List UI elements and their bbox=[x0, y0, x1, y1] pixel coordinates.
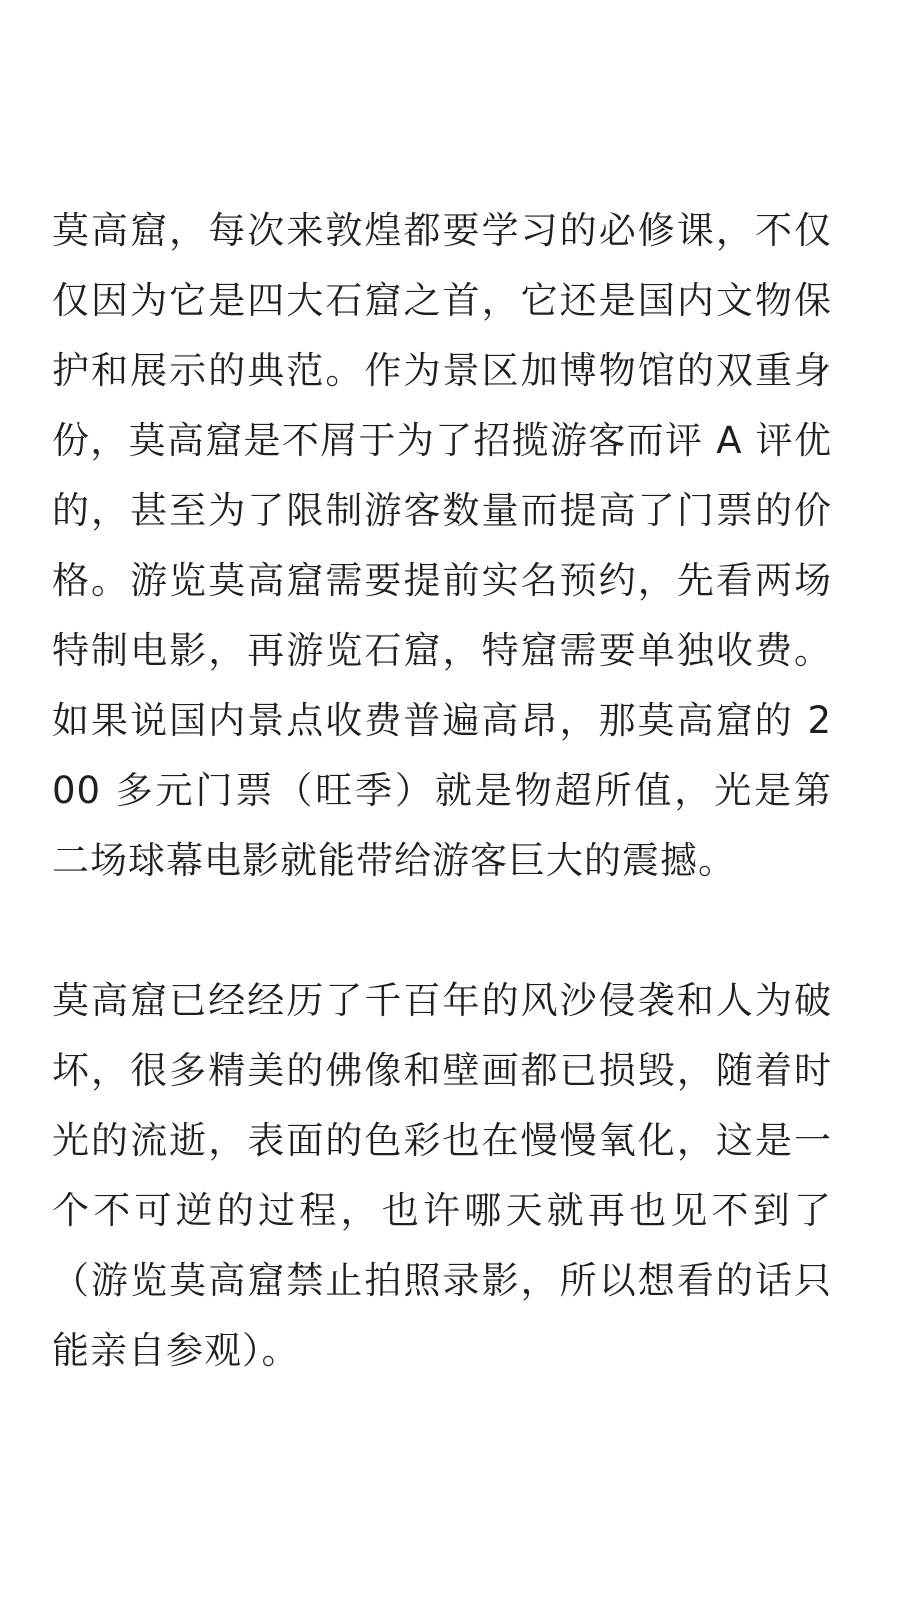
article-body bbox=[52, 196, 832, 1386]
paragraph-mogao-intro: 莫高窟，每次来敦煌都要学习的必修课，不仅仅因为它是四大石窟之首，它还是国内文物保护和展示的典范。作为景区加博物馆的双重身份，莫高窟是不屑于为了招揽游客而评 A 评优的，甚至为了限制游客数量而提高了门票的价格。游览莫高窟需要提前实名预约，先看两场特制电影，再游览石窟，特窟需要单独收费。如果说国内景点收费普遍高昂，那莫高窟的 200 多元门票（旺季）就是物超所值，光是第二场球幕电影就能带给游客巨大的震撼。 bbox=[52, 209, 832, 882]
paragraph-mogao-preservation: 莫高窟已经经历了千百年的风沙侵袭和人为破坏，很多精美的佛像和壁画都已损毁，随着时光的流逝，表面的色彩也在慢慢氧化，这是一个不可逆的过程，也许哪天就再也见不到了（游览莫高窟禁止拍照录影，所以想看的话只能亲自参观）。 bbox=[52, 979, 832, 1372]
